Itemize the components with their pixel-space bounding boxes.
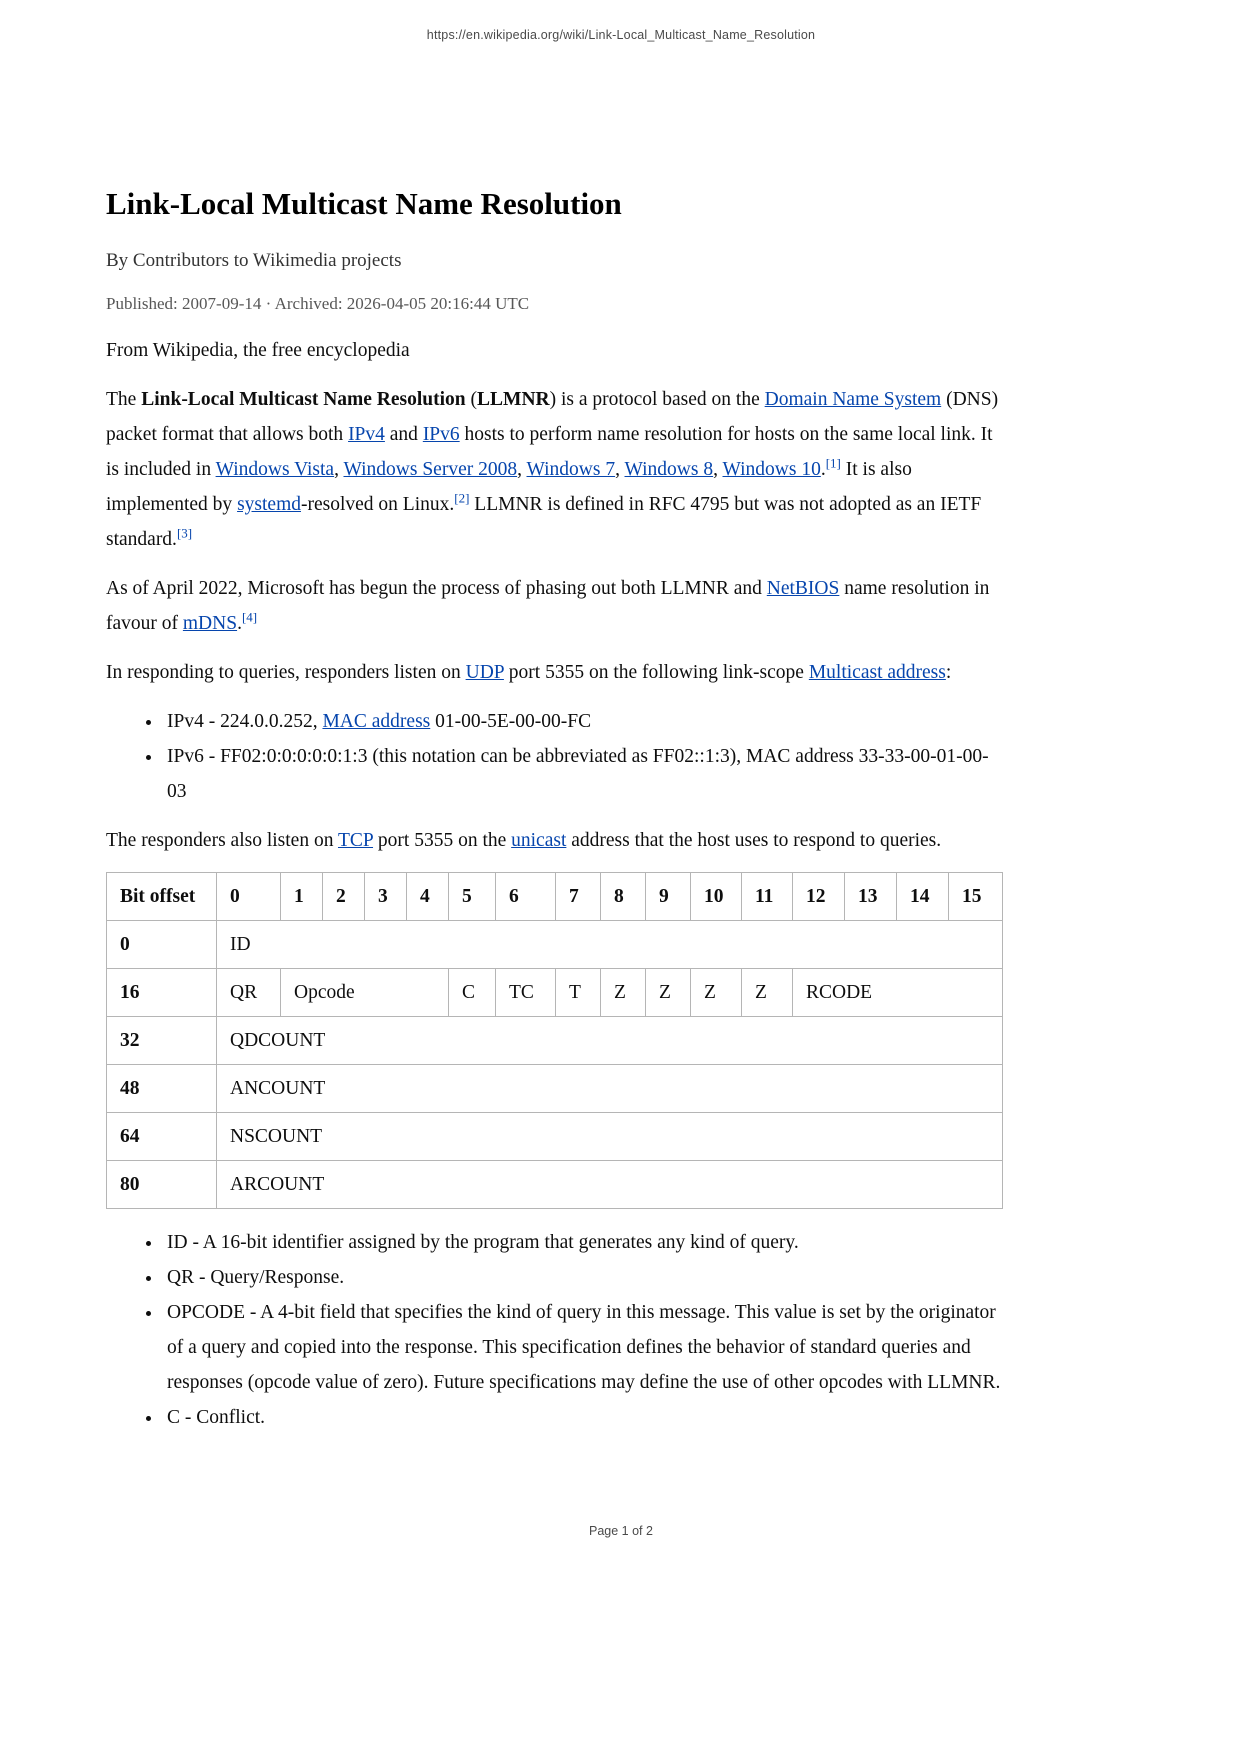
inline-link[interactable]: Windows 8 (624, 459, 714, 480)
multicast-address-list (106, 704, 1002, 809)
field-cell-z: Z (742, 969, 793, 1017)
bit-header-cell: 12 (793, 873, 845, 921)
table-header-row (107, 873, 1003, 921)
field-cell-z: Z (646, 969, 691, 1017)
field-cell-qr: QR (217, 969, 281, 1017)
text-segment: QR - Query/Response. (167, 1267, 345, 1288)
text-segment: . (237, 613, 242, 634)
bit-header-cell: 1 (281, 873, 323, 921)
text-segment: OPCODE - A 4-bit field that specifies the kind of query in this message. This value is set by the originator of a query and copied into the response. This specification defines the behavior of standard queries and responses (opcode value of zero). Future specifications may define the use of other opcodes with LLMNR. (167, 1302, 1001, 1393)
text-segment: IPv6 - FF02:0:0:0:0:0:1:3 (this notation can be abbreviated as FF02::1:3), MAC address 33-33-00-01-00-03 (167, 746, 989, 802)
table-row-id (107, 921, 1003, 969)
page-title: Link-Local Multicast Name Resolution (106, 186, 622, 221)
article-content (106, 186, 1002, 1435)
table-row-ancount (107, 1065, 1003, 1113)
bit-header-cell: 10 (691, 873, 742, 921)
bit-header-cell: 14 (897, 873, 949, 921)
byline: By Contributors to Wikimedia projects (106, 250, 402, 271)
reference-link[interactable]: [3] (176, 525, 193, 541)
table-row-arcount (107, 1161, 1003, 1209)
source-line: From Wikipedia, the free encyclopedia (106, 340, 410, 361)
inline-link[interactable]: MAC address (322, 711, 431, 732)
reference-link[interactable]: [4] (241, 609, 258, 625)
text-segment: 01-00-5E-00-00-FC (430, 711, 592, 732)
paragraph-listen-udp (106, 655, 1002, 690)
text-segment: As of April 2022, Microsoft has begun the process of phasing out both LLMNR and (106, 578, 767, 599)
bit-header-cell: 2 (323, 873, 365, 921)
text-segment: (DNS) packet format that allows both (106, 389, 999, 445)
text-segment: Link-Local Multicast Name Resolution (141, 389, 466, 410)
row-offset-cell: 80 (107, 1161, 217, 1209)
field-cell-qdcount: QDCOUNT (217, 1017, 1003, 1065)
text-segment: and (384, 424, 423, 445)
paragraph-listen-tcp (106, 823, 1002, 858)
bit-header-cell: 15 (949, 873, 1003, 921)
reference-link[interactable]: [1] (825, 455, 841, 471)
field-cell-c: C (449, 969, 496, 1017)
list-item-qr (163, 1260, 1002, 1295)
inline-link[interactable]: IPv4 (348, 424, 385, 445)
inline-link[interactable]: Windows Server 2008 (343, 459, 518, 480)
text-segment: ) is a protocol based on the (549, 389, 765, 410)
paragraph-intro (106, 382, 1002, 557)
print-header-url: https://en.wikipedia.org/wiki/Link-Local_Multicast_Name_Resolution (426, 28, 816, 42)
bit-header-cell: 7 (556, 873, 601, 921)
text-segment: LLMNR (477, 389, 550, 410)
bit-header-cell: 0 (217, 873, 281, 921)
inline-link[interactable]: TCP (337, 830, 374, 851)
field-cell-rcode: RCODE (793, 969, 1003, 1017)
text-segment: port 5355 on the (373, 830, 512, 851)
table-row-flags (107, 969, 1003, 1017)
list-item-ipv6 (163, 739, 1002, 809)
inline-link[interactable]: mDNS (182, 613, 238, 634)
text-segment: The responders also listen on (106, 830, 338, 851)
field-cell-ancount: ANCOUNT (217, 1065, 1003, 1113)
field-cell-id: ID (217, 921, 1003, 969)
bit-header-cell: 4 (407, 873, 449, 921)
text-segment: hosts to perform name resolution for hosts on the same local link. It is included in (106, 424, 993, 480)
text-segment: C - Conflict. (167, 1407, 266, 1428)
reference-link[interactable]: [2] (454, 490, 470, 506)
list-item-ipv4 (163, 704, 1002, 739)
text-segment: , (334, 459, 344, 480)
bit-header-cell: 8 (601, 873, 646, 921)
inline-link[interactable]: Windows 7 (526, 459, 616, 480)
field-cell-tc: TC (496, 969, 556, 1017)
text-segment: . (820, 459, 826, 480)
field-cell-z: Z (691, 969, 742, 1017)
text-segment: ( (465, 389, 478, 410)
field-cell-t: T (556, 969, 601, 1017)
inline-link[interactable]: Domain Name System (764, 389, 942, 410)
field-cell-nscount: NSCOUNT (217, 1113, 1003, 1161)
bit-header-cell: 6 (496, 873, 556, 921)
table-row-nscount (107, 1113, 1003, 1161)
text-segment: The (106, 389, 142, 410)
row-offset-cell: 48 (107, 1065, 217, 1113)
paragraph-phaseout (106, 571, 1002, 641)
print-footer-page-number: Page 1 of 2 (589, 1524, 653, 1538)
text-segment: , (517, 459, 527, 480)
bit-header-cell: 5 (449, 873, 496, 921)
row-offset-cell: 32 (107, 1017, 217, 1065)
text-segment: , (615, 459, 625, 480)
text-segment: IPv4 - 224.0.0.252, (167, 711, 323, 732)
inline-link[interactable]: IPv6 (422, 424, 460, 445)
text-segment: -resolved on Linux. (300, 494, 455, 515)
list-item-opcode (163, 1295, 1002, 1400)
inline-link[interactable]: Windows Vista (215, 459, 335, 480)
text-segment: It is also implemented by (106, 459, 912, 515)
inline-link[interactable]: Multicast address (808, 662, 946, 683)
text-segment: name resolution in favour of (106, 578, 990, 634)
text-segment: : (945, 662, 952, 683)
list-item-id (163, 1225, 1002, 1260)
row-offset-cell: 0 (107, 921, 217, 969)
bit-header-cell: 11 (742, 873, 793, 921)
inline-link[interactable]: NetBIOS (766, 578, 840, 599)
row-offset-cell: 16 (107, 969, 217, 1017)
inline-link[interactable]: systemd (237, 494, 301, 515)
list-item-c (163, 1400, 1002, 1435)
text-segment: LLMNR is defined in RFC 4795 but was not adopted as an IETF standard. (106, 494, 982, 550)
text-segment: , (713, 459, 723, 480)
field-cell-opcode: Opcode (281, 969, 449, 1017)
field-cell-arcount: ARCOUNT (217, 1161, 1003, 1209)
text-segment: ID - A 16-bit identifier assigned by the program that generates any kind of query. (167, 1232, 799, 1253)
text-segment: address that the host uses to respond to queries. (566, 830, 942, 851)
inline-link[interactable]: UDP (465, 662, 504, 683)
inline-link[interactable]: unicast (511, 830, 567, 851)
inline-link[interactable]: Windows 10 (722, 459, 821, 480)
text-segment: port 5355 on the following link-scope (503, 662, 809, 683)
bit-header-cell: 3 (365, 873, 407, 921)
bit-offset-header-cell: Bit offset (107, 873, 217, 921)
row-offset-cell: 64 (107, 1113, 217, 1161)
llmnr-packet-header-table (106, 872, 1003, 1209)
published-archived-line: Published: 2007-09-14 · Archived: 2026-04-05 20:16:44 UTC (106, 294, 530, 313)
text-segment: In responding to queries, responders listen on (106, 662, 466, 683)
bit-header-cell: 13 (845, 873, 897, 921)
field-cell-z: Z (601, 969, 646, 1017)
table-row-qdcount (107, 1017, 1003, 1065)
bit-header-cell: 9 (646, 873, 691, 921)
field-descriptions-list (106, 1225, 1002, 1435)
